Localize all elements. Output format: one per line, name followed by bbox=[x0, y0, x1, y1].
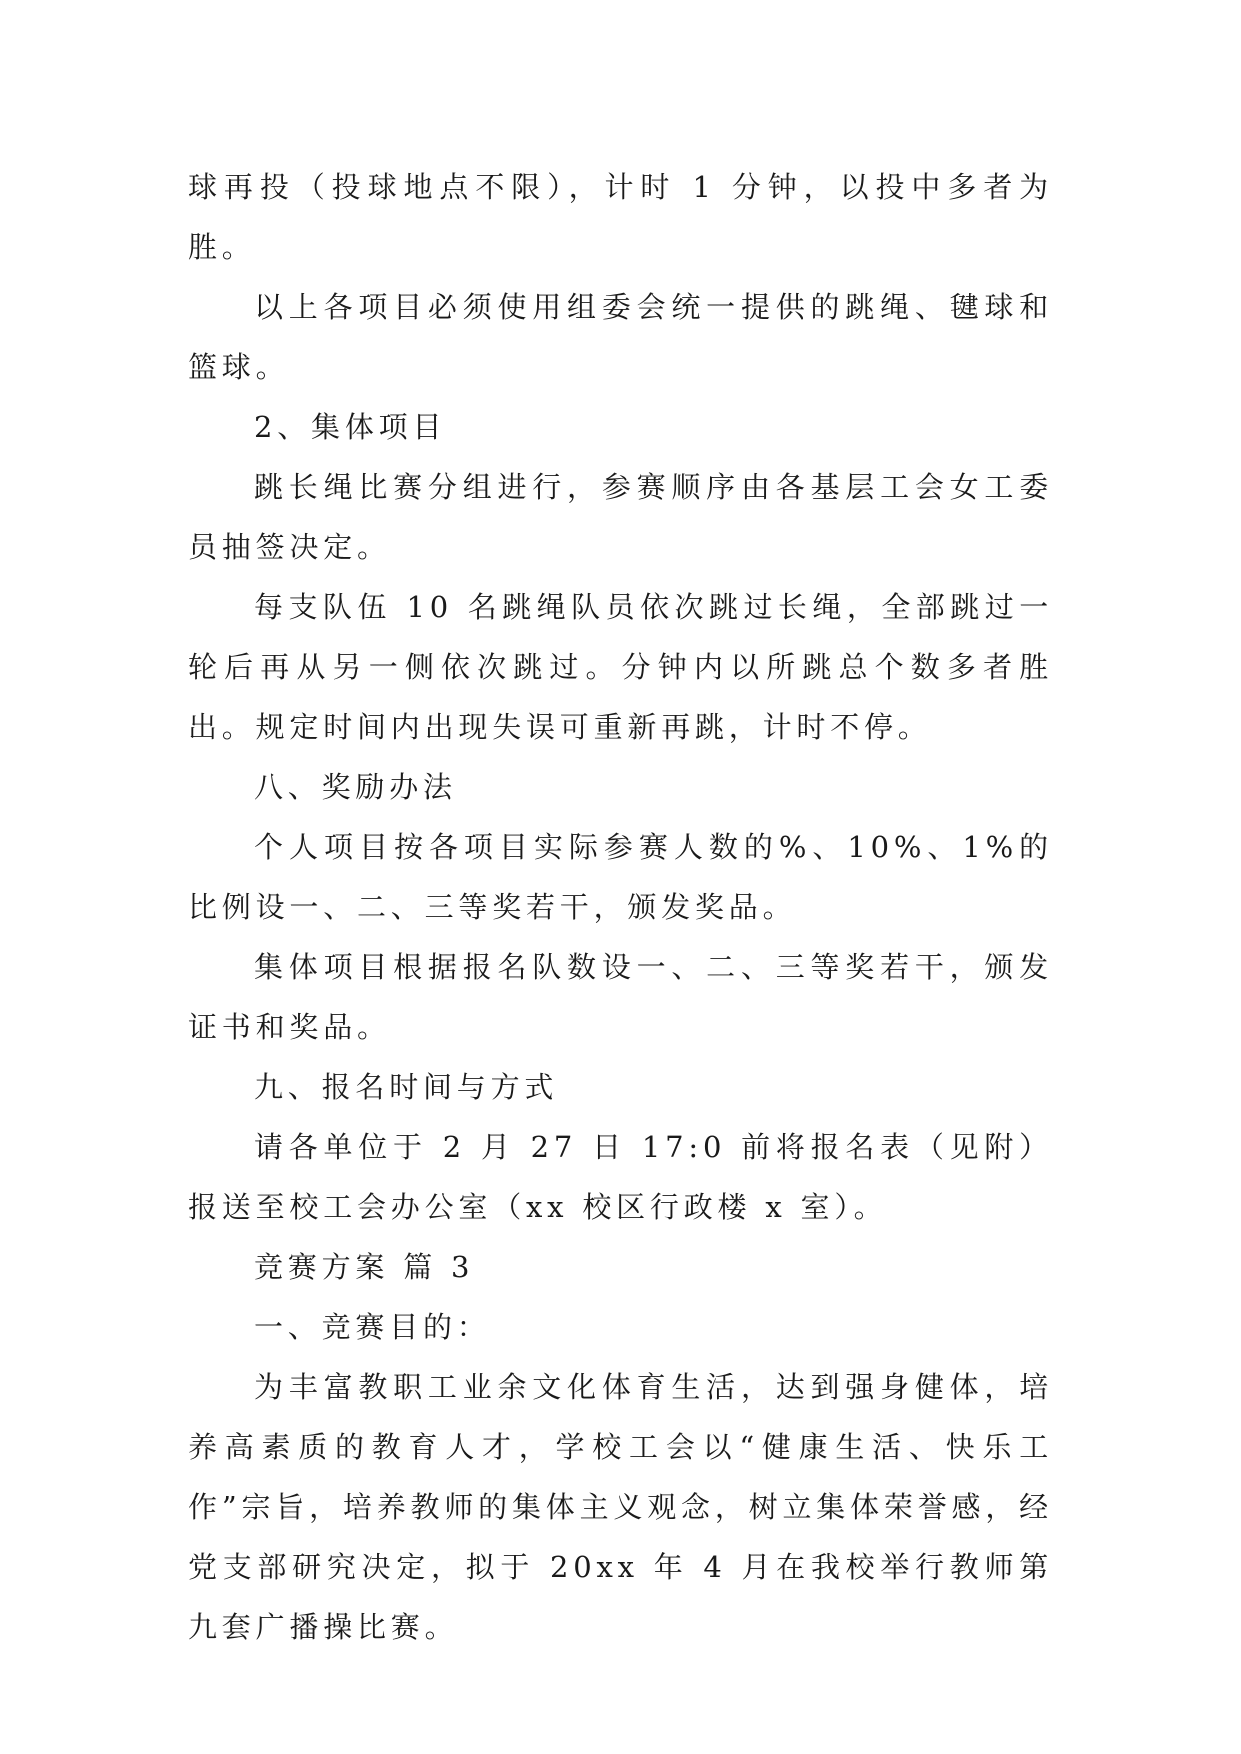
paragraph-group-awards: 集体项目根据报名队数设一、二、三等奖若干，颁发证书和奖品。 bbox=[188, 950, 1053, 1044]
paragraph-equipment-note: 以上各项目必须使用组委会统一提供的跳绳、毽球和篮球。 bbox=[188, 290, 1053, 384]
paragraph-individual-awards: 个人项目按各项目实际参赛人数的%、10%、1%的比例设一、二、三等奖若干，颁发奖品。 bbox=[188, 830, 1053, 924]
paragraph-basketball-rule: 球再投（投球地点不限），计时 1 分钟，以投中多者为胜。 bbox=[188, 170, 1053, 264]
heading-competition-purpose: 一、竞赛目的： bbox=[254, 1310, 491, 1344]
heading-registration: 九、报名时间与方式 bbox=[254, 1070, 559, 1104]
document-body bbox=[188, 157, 1053, 1657]
section-title-plan-3: 竞赛方案 篇 3 bbox=[254, 1250, 475, 1284]
paragraph-long-rope-order: 跳长绳比赛分组进行，参赛顺序由各基层工会女工委员抽签决定。 bbox=[188, 470, 1053, 564]
paragraph-long-rope-rules: 每支队伍 10 名跳绳队员依次跳过长绳，全部跳过一轮后再从另一侧依次跳过。分钟内以所跳总个数多者胜出。规定时间内出现失误可重新再跳，计时不停。 bbox=[188, 590, 1053, 744]
heading-group-events: 2、集体项目 bbox=[254, 410, 447, 444]
paragraph-competition-purpose: 为丰富教职工业余文化体育生活，达到强身健体，培养高素质的教育人才，学校工会以“健康生活、快乐工作”宗旨，培养教师的集体主义观念，树立集体荣誉感，经党支部研究决定，拟于 20xx 年 4 月在我校举行教师第九套广播操比赛。 bbox=[188, 1370, 1053, 1644]
paragraph-registration-details: 请各单位于 2 月 27 日 17:0 前将报名表（见附）报送至校工会办公室（xx 校区行政楼 x 室）。 bbox=[188, 1130, 1053, 1224]
heading-awards: 八、奖励办法 bbox=[254, 770, 457, 804]
